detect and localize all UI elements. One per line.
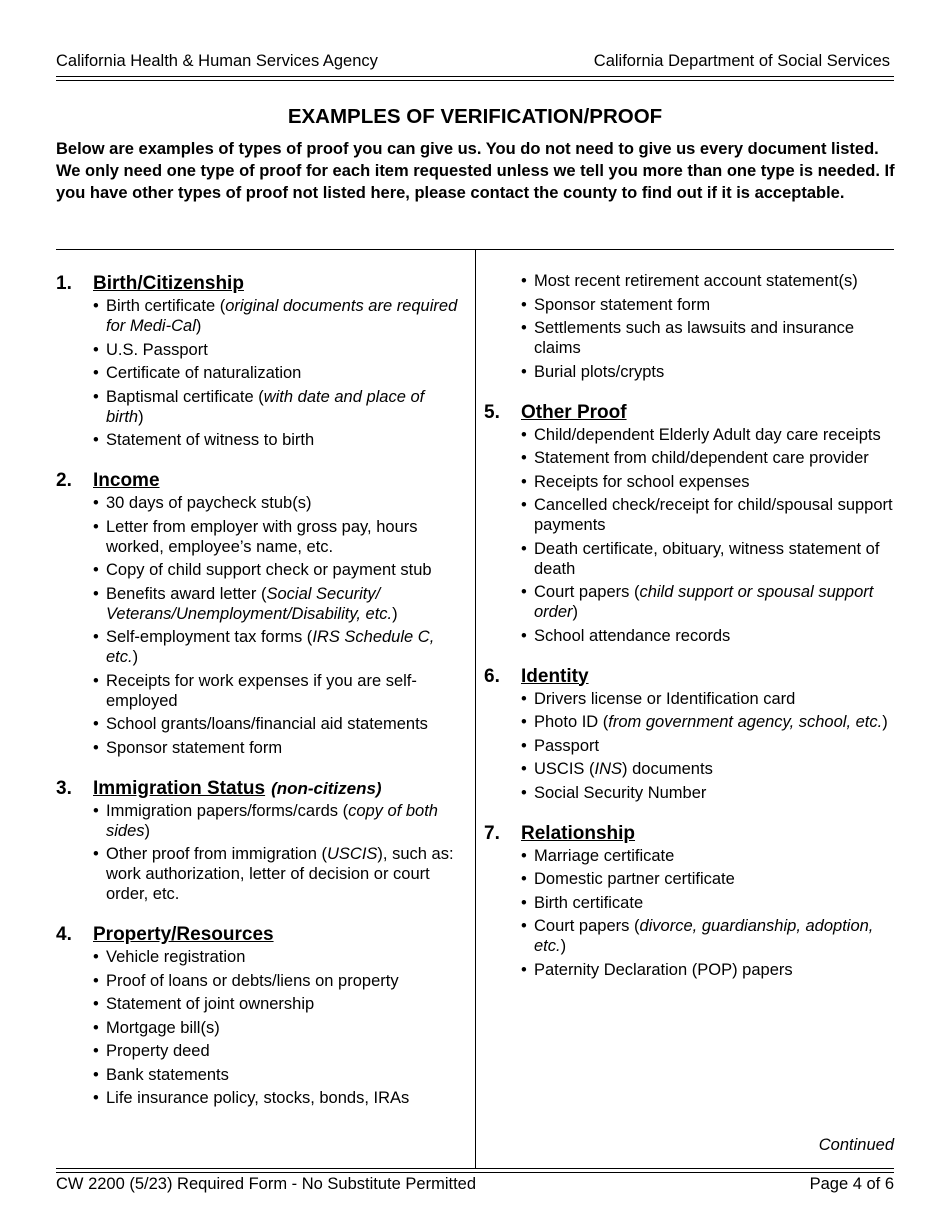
- list-item: • Court papers (divorce, guardianship, adoption, etc.): [521, 916, 894, 956]
- section-title: Relationship: [521, 822, 636, 844]
- list-item: • Statement of joint ownership: [93, 994, 461, 1014]
- section-items: [484, 425, 894, 646]
- footer-page-number: Page 4 of 6: [809, 1175, 894, 1193]
- section-number: 4.: [56, 924, 72, 945]
- list-item: • Copy of child support check or payment stub: [93, 560, 461, 580]
- section-relationship: [484, 822, 894, 980]
- list-item: • Life insurance policy, stocks, bonds, IRAs: [93, 1088, 461, 1108]
- section-items: [484, 846, 894, 980]
- section-income: [56, 469, 461, 758]
- list-item: • Sponsor statement form: [521, 295, 894, 315]
- list-item: • Receipts for school expenses: [521, 472, 894, 492]
- section-number: 2.: [56, 470, 72, 491]
- footer-rule-bottom: [56, 1172, 894, 1173]
- section-title: Other Proof: [521, 401, 627, 423]
- list-item: • Settlements such as lawsuits and insurance claims: [521, 318, 894, 358]
- section-other-proof: [484, 401, 894, 646]
- list-item: • Statement of witness to birth: [93, 430, 461, 450]
- section-number: 6.: [484, 665, 500, 687]
- list-item: • Statement from child/dependent care provider: [521, 448, 894, 468]
- header-department: California Department of Social Services: [593, 52, 890, 70]
- column-divider: [475, 250, 476, 1168]
- header-agency: California Health & Human Services Agency: [56, 52, 378, 70]
- list-item: • 30 days of paycheck stub(s): [93, 493, 461, 513]
- list-item: • School attendance records: [521, 626, 894, 646]
- footer-form-id: CW 2200 (5/23) Required Form - No Substitute Permitted: [56, 1175, 477, 1193]
- list-item: • Bank statements: [93, 1065, 461, 1085]
- list-item: • Benefits award letter (Social Security/ Veterans/Unemployment/Disability, etc.): [93, 584, 461, 624]
- list-item: • USCIS (INS) documents: [521, 759, 894, 779]
- section-title: Immigration Status: [93, 777, 266, 799]
- section-immigration-status: [56, 777, 461, 905]
- list-item: • Death certificate, obituary, witness statement of death: [521, 539, 894, 579]
- section-number: 1.: [56, 273, 72, 294]
- list-item: • Domestic partner certificate: [521, 869, 894, 889]
- list-item: • Letter from employer with gross pay, hours worked, employee’s name, etc.: [93, 517, 461, 557]
- list-item: • Social Security Number: [521, 783, 894, 803]
- header-rule-bottom: [56, 80, 894, 81]
- section-number: 5.: [484, 401, 500, 423]
- page-title: EXAMPLES OF VERIFICATION/PROOF: [287, 105, 663, 128]
- list-item: • Photo ID (from government agency, school, etc.): [521, 712, 894, 732]
- list-item: • U.S. Passport: [93, 340, 461, 360]
- section-title: Income: [93, 470, 160, 491]
- list-item: • Self-employment tax forms (IRS Schedule C, etc.): [93, 627, 461, 667]
- section-items: [56, 296, 461, 450]
- section-title: Property/Resources: [93, 924, 274, 945]
- list-item: • Birth certificate (original documents are required for Medi-Cal): [93, 296, 461, 336]
- section-number: 3.: [56, 777, 72, 799]
- list-item: • Other proof from immigration (USCIS), such as: work authorization, letter of decision or court order, etc.: [93, 844, 461, 904]
- section-items: [484, 271, 894, 382]
- list-item: • Court papers (child support or spousal support order): [521, 582, 894, 622]
- section-number: 7.: [484, 822, 500, 844]
- list-item: • Immigration papers/forms/cards (copy of both sides): [93, 801, 461, 841]
- section-items: [56, 493, 461, 758]
- section-title: Birth/Citizenship: [93, 273, 244, 294]
- footer-rule-top: [56, 1168, 894, 1169]
- section-property-resources: [56, 923, 461, 1108]
- intro-paragraph: Below are examples of types of proof you can give us. You do not need to give us every document listed. We only need one type of proof for each item requested unless we tell you more than one type is needed. If you have other types of proof not listed here, please contact the county to find out if it is acceptable.: [56, 140, 895, 202]
- section-items: [56, 801, 461, 905]
- section-items: [56, 947, 461, 1108]
- list-item: • Burial plots/crypts: [521, 362, 894, 382]
- section-items: [484, 689, 894, 803]
- list-item: • Property deed: [93, 1041, 461, 1061]
- list-item: • Proof of loans or debts/liens on property: [93, 971, 461, 991]
- list-item: • Most recent retirement account statement(s): [521, 271, 894, 291]
- list-item: • Drivers license or Identification card: [521, 689, 894, 709]
- list-item: • Mortgage bill(s): [93, 1018, 461, 1038]
- section-title: Identity: [521, 665, 589, 687]
- section-property-resources-continued: [484, 271, 894, 382]
- list-item: • Child/dependent Elderly Adult day care receipts: [521, 425, 894, 445]
- list-item: • Passport: [521, 736, 894, 756]
- list-item: • Paternity Declaration (POP) papers: [521, 960, 894, 980]
- list-item: • Marriage certificate: [521, 846, 894, 866]
- section-identity: [484, 665, 894, 803]
- continued-note: Continued: [818, 1136, 894, 1154]
- right-column: [484, 271, 894, 999]
- list-item: • Baptismal certificate (with date and place of birth): [93, 387, 461, 427]
- left-column: [56, 272, 461, 1127]
- list-item: • School grants/loans/financial aid statements: [93, 714, 461, 734]
- list-item: • Cancelled check/receipt for child/spousal support payments: [521, 495, 894, 535]
- section-note: (non-citizens): [271, 778, 382, 798]
- list-item: • Certificate of naturalization: [93, 363, 461, 383]
- list-item: • Birth certificate: [521, 893, 894, 913]
- list-item: • Vehicle registration: [93, 947, 461, 967]
- section-birth-citizenship: [56, 272, 461, 450]
- header-rule-top: [56, 76, 894, 77]
- list-item: • Sponsor statement form: [93, 738, 461, 758]
- list-item: • Receipts for work expenses if you are self-employed: [93, 671, 461, 711]
